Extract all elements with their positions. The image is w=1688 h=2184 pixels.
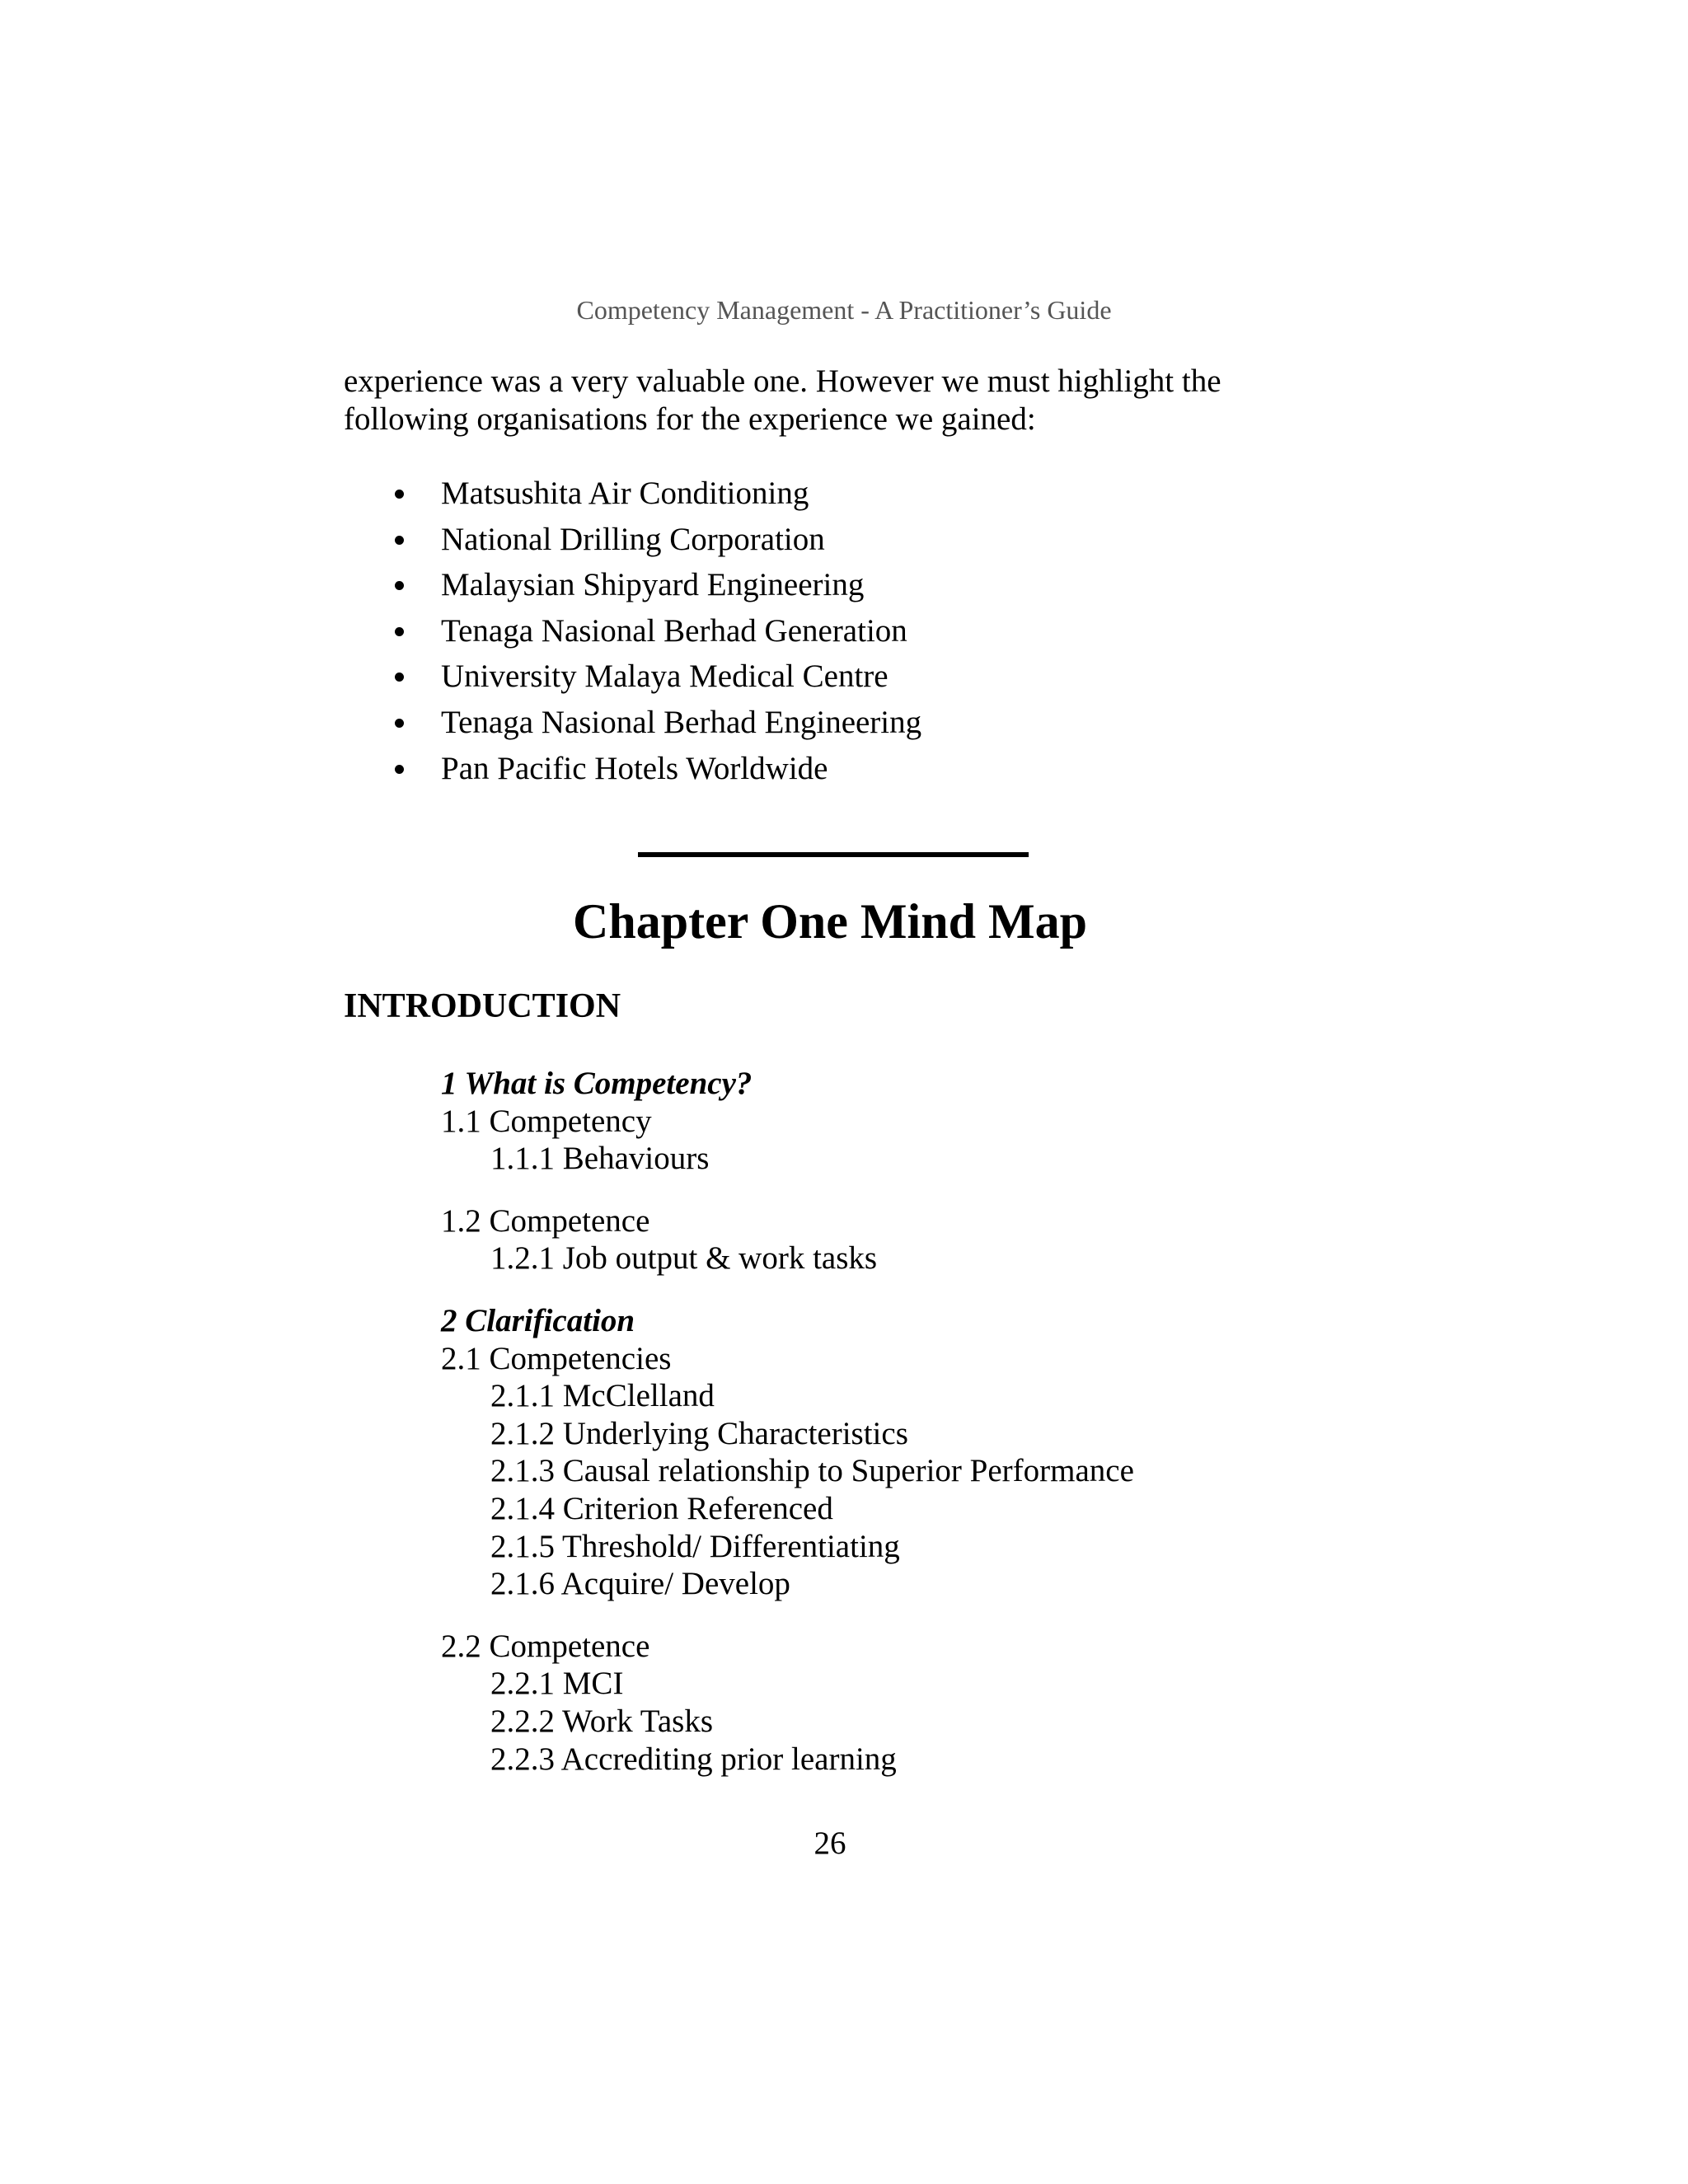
subtopic-item: 2.2.1 MCI: [490, 1666, 624, 1702]
subtopic-item: 2.2.3 Accrediting prior learning: [490, 1741, 897, 1777]
list-item: [387, 475, 921, 521]
subtopic-item: 1.1.1 Behaviours: [490, 1141, 710, 1177]
intro-line-1: experience was a very valuable one. However we must highlight the: [344, 363, 1221, 399]
list-item-label: Malaysian Shipyard Engineering: [441, 567, 865, 603]
list-item-label: Tenaga Nasional Berhad Engineering: [441, 704, 922, 740]
list-item: [387, 612, 921, 658]
bullet-icon: [395, 719, 404, 728]
bullet-icon: [395, 765, 404, 774]
list-item-label: Matsushita Air Conditioning: [441, 476, 809, 511]
list-item-label: University Malaya Medical Centre: [441, 658, 889, 695]
list-item: [387, 704, 921, 750]
bullet-icon: [395, 581, 404, 590]
section-heading: INTRODUCTION: [344, 987, 621, 1025]
topic-title: 2 Clarification: [441, 1302, 635, 1338]
subtopic: 2.2 Competence: [441, 1628, 650, 1664]
subtopic: 2.1 Competencies: [441, 1340, 672, 1376]
bullet-icon: [395, 673, 404, 682]
topic-title: 1 What is Competency?: [441, 1066, 753, 1101]
intro-paragraph: [344, 363, 1333, 438]
list-item-label: Tenaga Nasional Berhad Generation: [441, 612, 907, 649]
list-item: [387, 521, 921, 567]
section-divider: [638, 852, 1029, 857]
subtopic-item: 1.2.1 Job output & work tasks: [490, 1240, 878, 1277]
list-item-label: National Drilling Corporation: [441, 521, 825, 557]
subtopic: 1.2 Competence: [441, 1202, 650, 1239]
organisation-list: [387, 475, 921, 795]
list-item: [387, 658, 921, 704]
chapter-title: Chapter One Mind Map: [573, 894, 1087, 949]
bullet-icon: [395, 627, 404, 636]
running-header: Competency Management - A Practitioner’s Guide: [576, 295, 1112, 325]
subtopic: 1.1 Competency: [441, 1103, 652, 1139]
mind-map-topic-2: [441, 1302, 1134, 1778]
subtopic-item: 2.1.4 Criterion Referenced: [490, 1490, 833, 1526]
mind-map-outline: [441, 1065, 1134, 1778]
subtopic-item: 2.1.3 Causal relationship to Superior Performance: [490, 1453, 1134, 1489]
list-item: [387, 566, 921, 612]
subtopic-item: 2.1.2 Underlying Characteristics: [490, 1415, 908, 1451]
bullet-icon: [395, 490, 404, 499]
subtopic-item: 2.1.1 McClelland: [490, 1378, 715, 1414]
list-item-label: Pan Pacific Hotels Worldwide: [441, 750, 828, 786]
subtopic-item: 2.2.2 Work Tasks: [490, 1703, 714, 1739]
subtopic-item: 2.1.5 Threshold/ Differentiating: [490, 1528, 900, 1564]
page-number: 26: [814, 1825, 846, 1861]
list-item: [387, 750, 921, 796]
bullet-icon: [395, 536, 404, 545]
mind-map-topic-1: [441, 1065, 1134, 1277]
intro-line-2: following organisations for the experience we gained:: [344, 401, 1036, 437]
subtopic-item: 2.1.6 Acquire/ Develop: [490, 1566, 790, 1602]
